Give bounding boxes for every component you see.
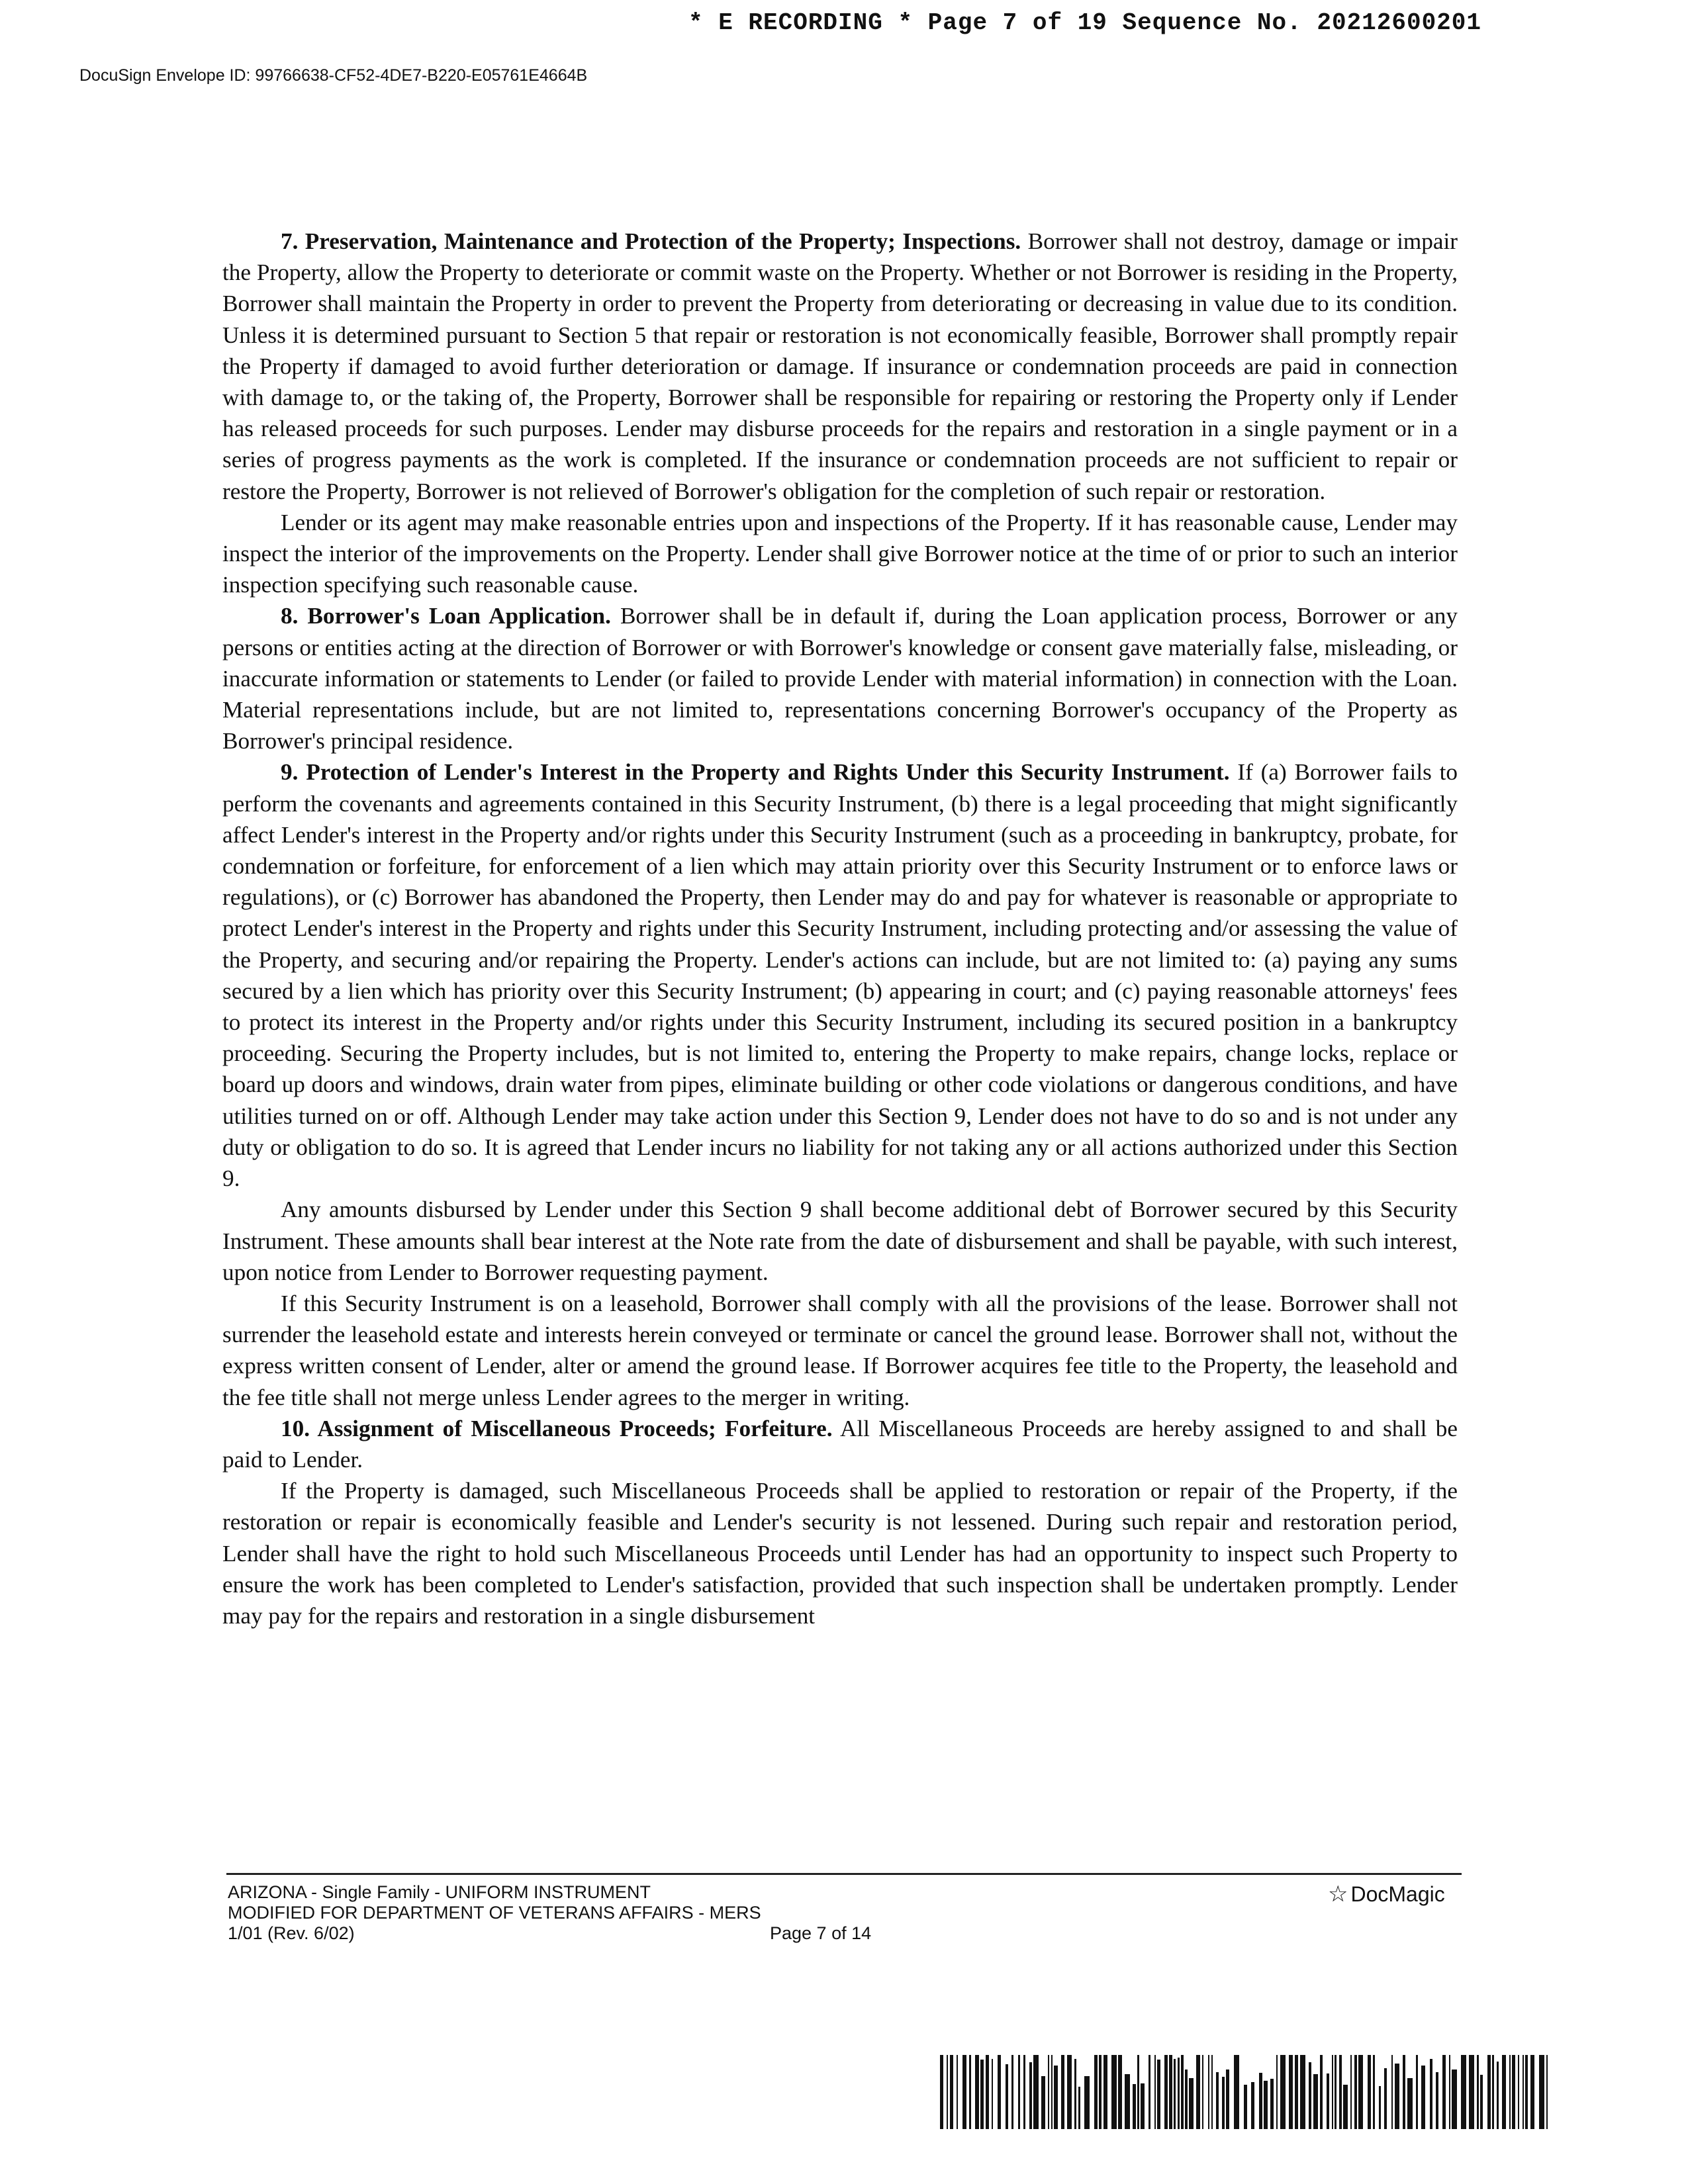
barcode-bar (940, 2055, 943, 2129)
barcode-bar (962, 2055, 966, 2129)
barcode-bar (1358, 2055, 1363, 2129)
barcode-bar (1523, 2055, 1524, 2129)
barcode-bar (1350, 2055, 1352, 2129)
section-9-heading: 9. Protection of Lender's Interest in the Property and Rights Under this Security Instrument. (281, 759, 1230, 786)
section-9-paragraph-3: If this Security Instrument is on a leasehold, Borrower shall comply with all the provisions of the lease. Borrower shall not surrender the leasehold estate and interests herein conveyed or terminate or cancel the ground lease. Borrower shall not, without the express written consent of Lender, alter or amend the ground lease. If Borrower acquires fee title to the Property, the leasehold and the fee title shall not merge unless Lender agrees to the merger in writing. (222, 1290, 1458, 1410)
barcode-bar (1023, 2055, 1025, 2129)
barcode-bar (1222, 2077, 1225, 2129)
barcode-bar (1178, 2058, 1180, 2129)
footer-divider (226, 1873, 1462, 1875)
section-7-text-1: Borrower shall not destroy, damage or impair the Property, allow the Property to deteriorate or commit waste on the Property. Whether or not Borrower is residing in the Property, Borrower shall maintain the Property in order to prevent the Property from deteriorating or decreasing in value due to its condition. Unless it is determined pursuant to Section 5 that repair or restoration is not economically feasible, Borrower shall promptly repair the Property if damaged to avoid further deterioration or damage. If insurance or condemnation proceeds are paid in connection with damage to, or the taking of, the Property, Borrower shall be responsible for repairing or restoring the Property only if Lender has released proceeds for such purposes. Lender may disburse proceeds for the repairs and restoration in a single payment or in a series of progress payments as the work is completed. If the insurance or condemnation proceeds are not sufficient to repair or restore the Property, Borrower is not relieved of Borrower's obligation for the completion of such repair or restoration. (222, 228, 1458, 504)
barcode-bar (1276, 2055, 1278, 2129)
barcode-bar (1264, 2081, 1268, 2129)
barcode-bar (1461, 2055, 1466, 2129)
barcode-bar (1497, 2062, 1499, 2129)
barcode-bar (1407, 2078, 1413, 2129)
barcode-bar (969, 2055, 971, 2129)
barcode-bar (1332, 2055, 1333, 2129)
barcode-bar (1530, 2055, 1534, 2129)
section-9-paragraph-2: Any amounts disbursed by Lender under this Section 9 shall become additional debt of Borrower secured by this Security Instrument. These amounts shall bear interest at the Note rate from the date of disbursement and shall be payable, with such interest, upon notice from Lender to Borrower requesting payment. (222, 1197, 1458, 1285)
barcode-bar (1054, 2066, 1058, 2129)
barcode-bar (1525, 2055, 1528, 2129)
barcode-bar (1111, 2055, 1117, 2129)
barcode-bar (957, 2055, 958, 2129)
barcode-bar (1469, 2055, 1474, 2129)
barcode-bar (1384, 2068, 1387, 2129)
barcode-bar (1211, 2055, 1213, 2129)
barcode-bar (1048, 2055, 1049, 2129)
footer-line-1: ARIZONA - Single Family - UNIFORM INSTRUMENT (228, 1882, 651, 1902)
barcode-bar (1234, 2055, 1239, 2129)
section-8-paragraph-1 (222, 600, 1458, 756)
section-9-text-1: If (a) Borrower fails to perform the covenants and agreements contained in this Security Instrument, (b) there is a legal proceeding that might significantly affect Lender's interest in the Property and/or rights under this Security Instrument (such as a proceeding in bankruptcy, probate, for condemnation or forfeiture, for enforcement of a lien which may attain priority over this Security Instrument or to enforce laws or regulations), or (c) Borrower has abandoned the Property, then Lender may do and pay for whatever is reasonable or appropriate to protect Lender's interest in the Property and rights under this Security Instrument, including protecting and/or assessing the value of the Property, and securing and/or repairing the Property. Lender's actions can include, but are not limited to: (a) paying any sums secured by a lien which has priority over this Security Instrument; (b) appearing in court; and (c) paying reasonable attorneys' fees to protect its interest in the Property and/or rights under this Security Instrument, including its secured position in a bankruptcy proceeding. Securing the Property includes, but is not limited to, entering the Property to make repairs, change locks, replace or board up doors and windows, drain water from pipes, eliminate building or other code violations or dangerous conditions, and have utilities turned on or off. Although Lender may take action under this Section 9, Lender does not have to do so and is not under any duty or obligation to do so. It is agreed that Lender incurs no liability for not taking any or all actions authorized under this Section 9. (222, 759, 1458, 1192)
barcode-bar (1416, 2055, 1418, 2129)
barcode-bar (1244, 2085, 1247, 2129)
footer-line-2: MODIFIED FOR DEPARTMENT OF VETERANS AFFAIRS - MERS (228, 1903, 761, 1923)
barcode-bar (1137, 2055, 1139, 2129)
barcode-bar (1270, 2079, 1274, 2129)
recording-header: * E RECORDING * Page 7 of 19 Sequence No. 20212600201 (688, 9, 1481, 36)
barcode-image (940, 2055, 1549, 2129)
barcode-bar (1539, 2055, 1544, 2129)
section-8-heading: 8. Borrower's Loan Application. (281, 603, 611, 629)
barcode-bar (1300, 2055, 1305, 2129)
barcode-bar (1492, 2055, 1494, 2129)
barcode-bar (1421, 2066, 1425, 2129)
barcode-bar (1546, 2055, 1548, 2129)
barcode-bar (1033, 2055, 1039, 2129)
barcode-bar (1011, 2055, 1013, 2129)
barcode-bar (1189, 2078, 1194, 2129)
barcode-bar (1259, 2073, 1262, 2129)
barcode-bar (1379, 2086, 1381, 2129)
barcode-bar (1154, 2055, 1156, 2129)
barcode-bar (1174, 2059, 1176, 2129)
barcode-bar (1487, 2055, 1491, 2129)
barcode-bar (1196, 2055, 1200, 2129)
barcode-bar (1512, 2055, 1515, 2129)
barcode-bar (1477, 2055, 1479, 2129)
barcode-bar (1208, 2055, 1209, 2129)
barcode-bar (1313, 2074, 1318, 2129)
barcode-bar (947, 2055, 948, 2129)
barcode-bar (998, 2055, 1001, 2129)
document-body (222, 226, 1458, 1631)
barcode-bar (1041, 2076, 1045, 2129)
barcode-bar (1449, 2055, 1450, 2129)
barcode-bar (1051, 2055, 1053, 2129)
barcode-bar (1006, 2064, 1008, 2129)
barcode-bar (1216, 2072, 1219, 2129)
barcode-bar (1518, 2055, 1519, 2129)
footer-page-number: Page 7 of 14 (770, 1923, 872, 1943)
barcode-bar (1251, 2082, 1254, 2129)
barcode-bar (975, 2055, 979, 2129)
barcode-bar (1099, 2055, 1102, 2129)
section-8-text-1: Borrower shall be in default if, during the Loan application process, Borrower or any persons or entities acting at the direction of Borrower or with Borrower's knowledge or consent gave materially false, misleading, or inaccurate information or statements to Lender (or failed to provide Lender with material information) in connection with the Loan. Material representations include, but are not limited to, representations concerning Borrower's occupancy of the Property as Borrower's principal residence. (222, 603, 1458, 754)
barcode-bar (1480, 2075, 1483, 2129)
barcode-bar (1442, 2055, 1446, 2129)
section-10-paragraph-1 (222, 1413, 1458, 1475)
barcode-bar (1391, 2055, 1393, 2129)
barcode-bar (1078, 2087, 1080, 2129)
barcode-bar (992, 2059, 993, 2129)
barcode-bar (1157, 2060, 1160, 2129)
star-icon: ☆ (1328, 1882, 1348, 1907)
barcode-bar (1280, 2055, 1286, 2129)
section-10-heading: 10. Assignment of Miscellaneous Proceeds; Forfeiture. (281, 1415, 833, 1441)
docmagic-logo (1328, 1881, 1445, 1907)
barcode-bar (1403, 2055, 1405, 2129)
barcode-bar (1327, 2073, 1329, 2129)
barcode-bar (1509, 2055, 1511, 2129)
section-7-heading: 7. Preservation, Maintenance and Protection of the Property; Inspections. (281, 228, 1021, 254)
barcode-bar (1339, 2055, 1342, 2129)
barcode-bar (1103, 2055, 1107, 2129)
barcode-bar (1430, 2059, 1432, 2129)
barcode-bar (1295, 2055, 1298, 2129)
barcode-bar (1373, 2055, 1375, 2129)
section-7-paragraph-1 (222, 226, 1458, 507)
barcode-bar (1354, 2055, 1357, 2129)
barcode-bar (980, 2060, 984, 2129)
barcode-bar (1181, 2055, 1184, 2129)
barcode-bar (1185, 2070, 1188, 2129)
barcode-bar (1125, 2074, 1130, 2129)
barcode-bar (1368, 2055, 1371, 2129)
barcode-bar (1335, 2055, 1336, 2129)
envelope-id: DocuSign Envelope ID: 99766638-CF52-4DE7-B220-E05761E4664B (79, 66, 588, 85)
barcode-bar (986, 2055, 989, 2129)
barcode-bar (1141, 2083, 1145, 2129)
section-10-text-1: All Miscellaneous Proceeds are hereby assigned to and shall be paid to Lender. (222, 1415, 1458, 1473)
barcode-bar (1502, 2055, 1506, 2129)
barcode-bar (1094, 2055, 1098, 2129)
docmagic-brand: DocMagic (1350, 1882, 1445, 1906)
barcode-bar (1436, 2072, 1438, 2129)
barcode-bar (1084, 2076, 1090, 2129)
barcode-bar (1395, 2064, 1399, 2129)
barcode-bar (950, 2055, 953, 2129)
section-9-paragraph-1 (222, 756, 1458, 1194)
barcode-bar (1309, 2062, 1311, 2129)
barcode-bar (1074, 2059, 1076, 2129)
barcode-bar (1133, 2084, 1136, 2129)
footer-line-3: 1/01 (Rev. 6/02) (228, 1923, 355, 1943)
barcode-bar (1164, 2055, 1168, 2129)
barcode-bar (1452, 2070, 1457, 2129)
barcode-bar (1343, 2085, 1348, 2129)
barcode-bar (1018, 2055, 1020, 2129)
barcode-bar (1202, 2055, 1203, 2129)
section-10-paragraph-2: If the Property is damaged, such Miscellaneous Proceeds shall be applied to restoration or repair of the Property, if the restoration or repair is economically feasible and Lender's security is not lessened. During such repair and restoration period, Lender shall have the right to hold such Miscellaneous Proceeds until Lender has had an opportunity to inspect such Property to ensure the work has been completed to Lender's satisfaction, provided that such inspection shall be undertaken promptly. Lender may pay for the repairs and restoration in a single disbursement (222, 1478, 1458, 1629)
barcode-bar (1149, 2055, 1150, 2129)
barcode-bar (1067, 2055, 1072, 2129)
barcode-bar (1320, 2055, 1323, 2129)
footer-form-info (228, 1882, 761, 1944)
barcode-bar (1118, 2055, 1122, 2129)
barcode-bar (1289, 2055, 1293, 2129)
section-7-paragraph-2: Lender or its agent may make reasonable entries upon and inspections of the Property. If it has reasonable cause, Lender may inspect the interior of the improvements on the Property. Lender shall give Borrower notice at the time of or prior to such an interior inspection specifying such reasonable cause. (222, 509, 1458, 598)
barcode-bar (1061, 2055, 1064, 2129)
barcode-bar (1029, 2062, 1032, 2129)
barcode-bar (1226, 2070, 1229, 2129)
barcode-bar (1169, 2055, 1172, 2129)
